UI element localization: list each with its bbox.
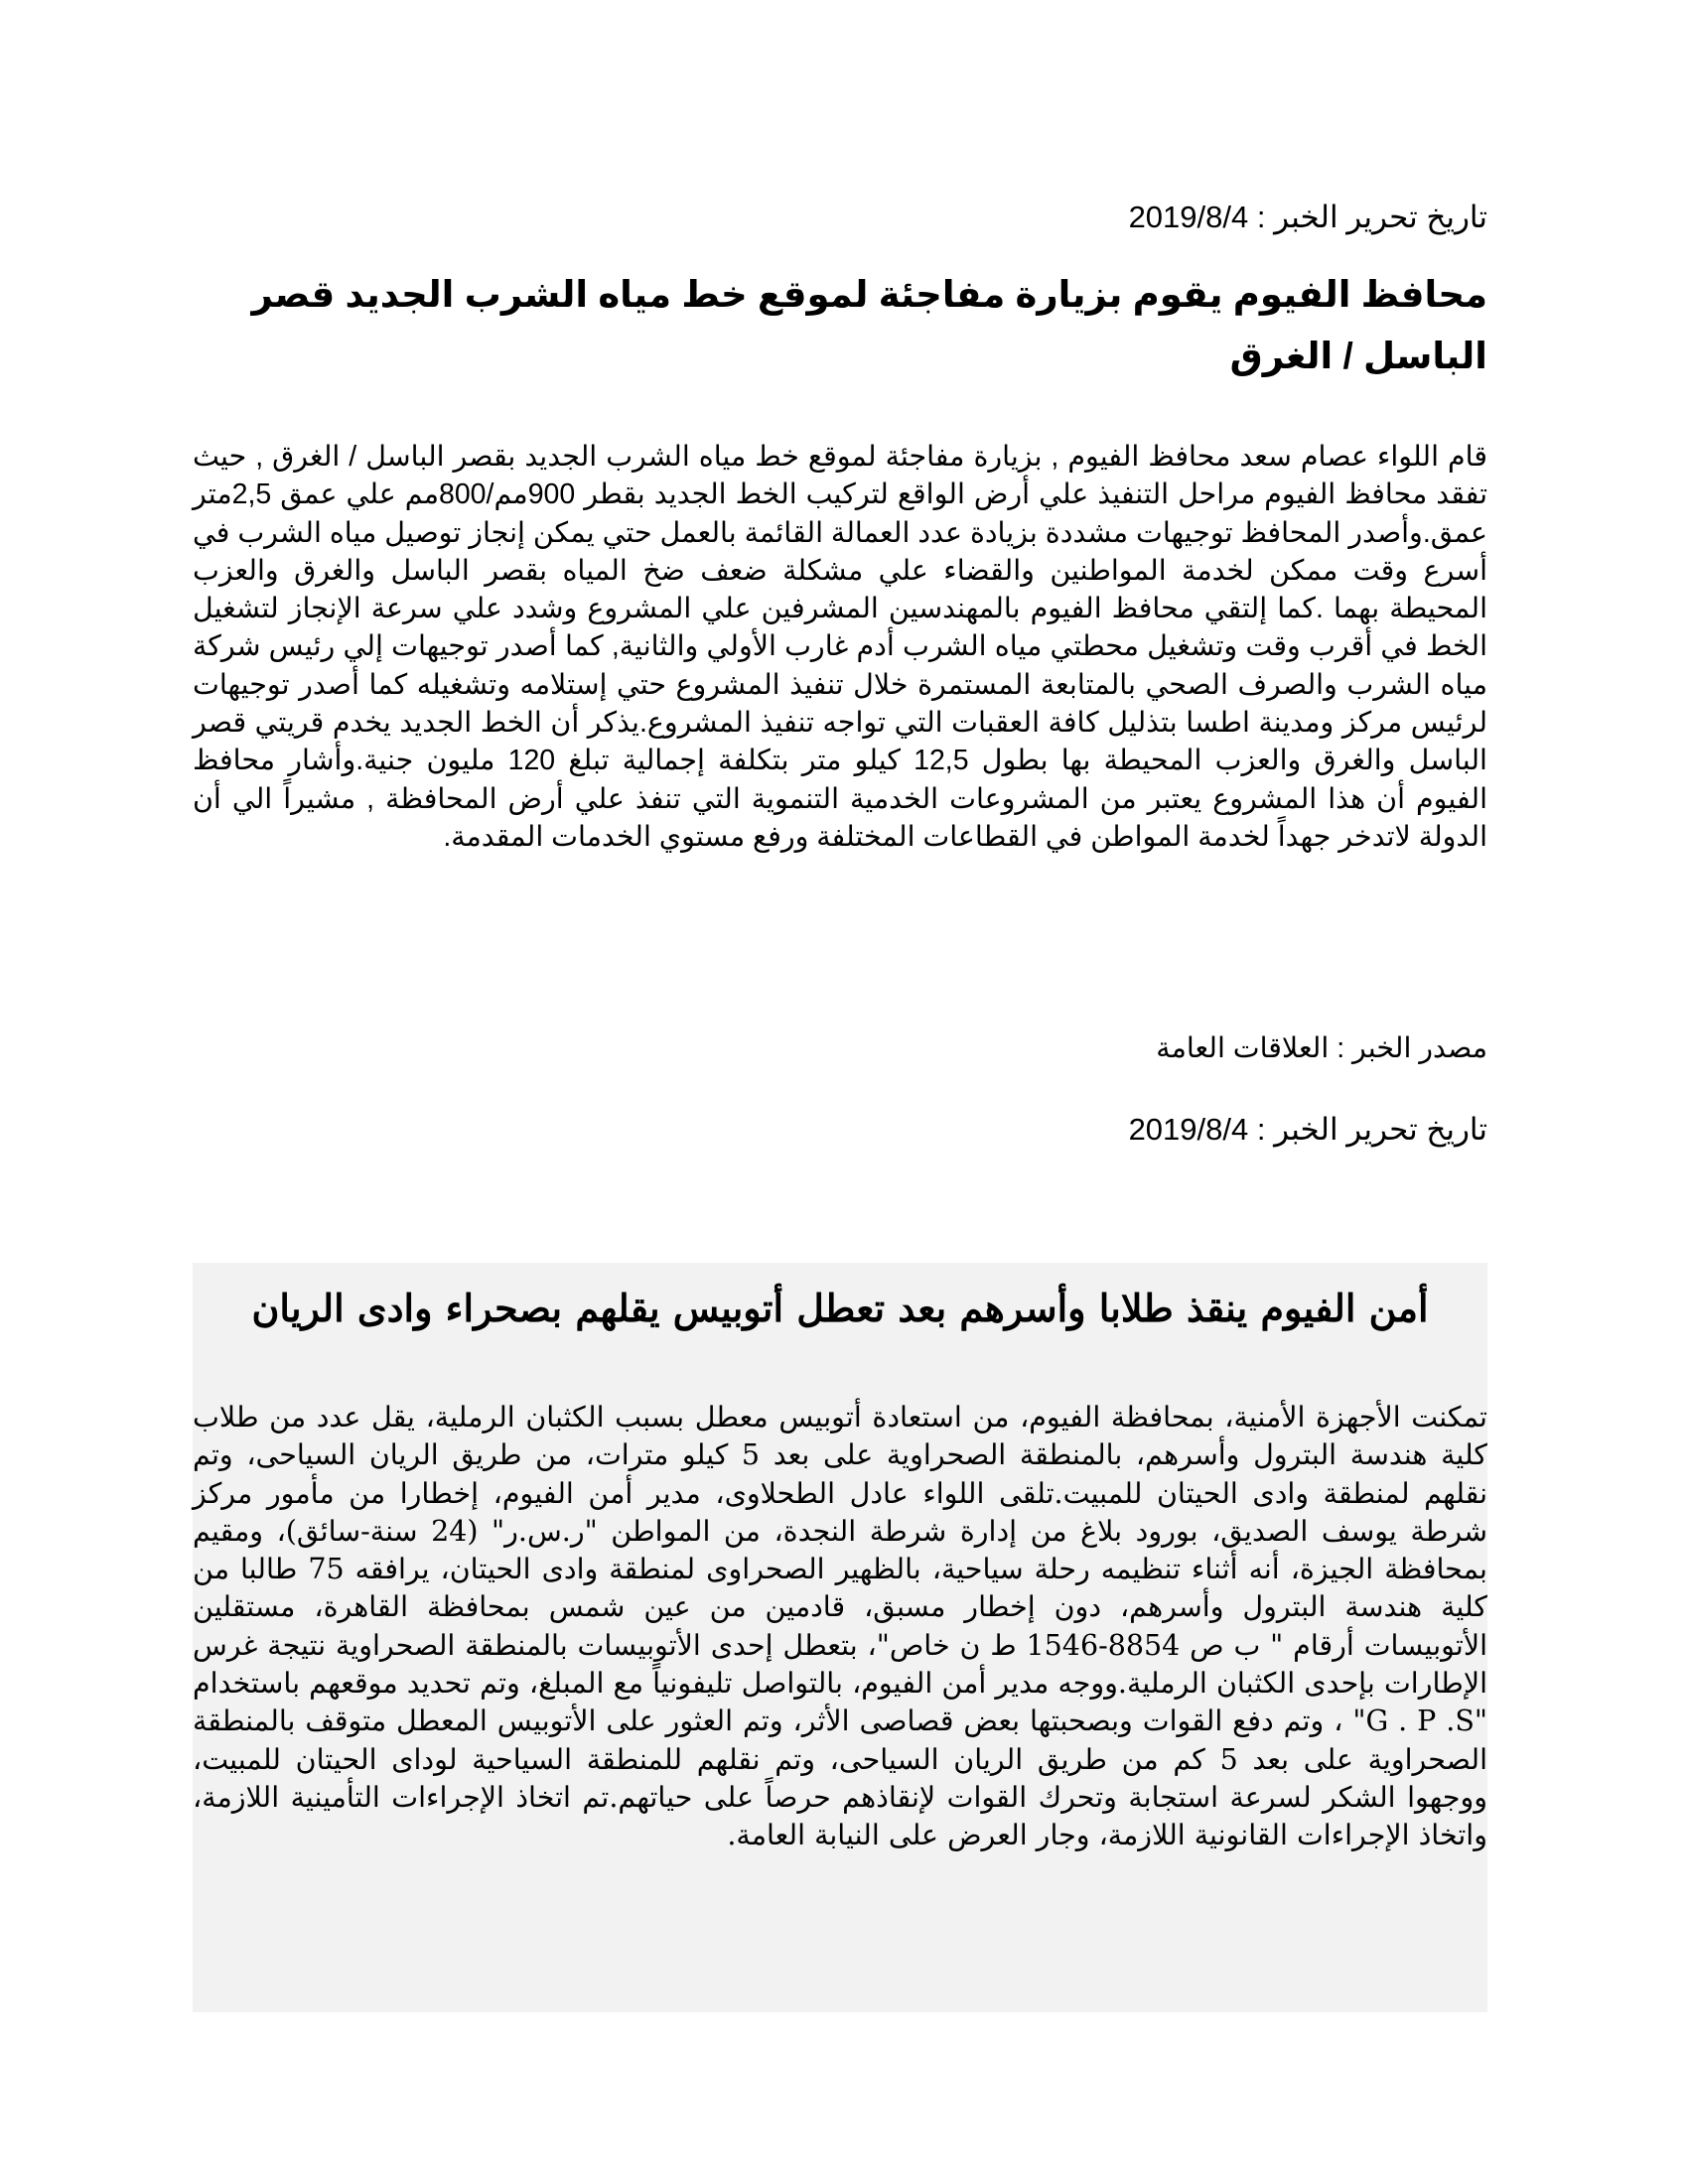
second-article-headline: أمن الفيوم ينقذ طلابا وأسرهم بعد تعطل أتوبيس يقلهم بصحراء وادى الريان xyxy=(251,1286,1429,1330)
date-value: 2019/8/4 xyxy=(1128,200,1249,234)
document-page xyxy=(193,0,1487,2184)
date-label: تاريخ تحرير الخبر : xyxy=(1256,1112,1487,1147)
second-article-body: تمكنت الأجهزة الأمنية، بمحافظة الفيوم، من استعادة أتوبيس معطل بسبب الكثبان الرملية، يقل عدد من طلاب كلية هندسة البترول وأسرهم، بالمنطقة الصحراوية على بعد 5 كيلو مترات، من طريق الريان السياحى، وتم نقلهم لمنطقة وادى الحيتان للمبيت.تلقى اللواء عادل الطحلاوى، مدير أمن الفيوم، إخطارا من مأمور مركز شرطة يوسف الصديق، بورود بلاغ من إدارة شرطة النجدة، من المواطن "ر.س.ر" (24 سنة-سائق)، ومقيم بمحافظة الجيزة، أنه أثناء تنظيمه رحلة سياحية، بالظهير الصحراوى لمنطقة وادى الحيتان، يرافقه 75 طالبا من كلية هندسة البترول وأسرهم، دون إخطار مسبق، قادمين من عين شمس بمحافظة القاهرة، مستقلين الأتوبيسات أرقام " ب ص 8854-1546 ط ن خاص"، بتعطل إحدى الأتوبيسات بالمنطقة الصحراوية نتيجة غرس الإطارات بإحدى الكثبان الرملية.ووجه مدير أمن الفيوم، بالتواصل تليفونياً مع المبلغ، وتم تحديد موقعهم باستخدام "G . P .S" ، وتم دفع القوات وبصحبتها بعض قصاصى الأثر، وتم العثور على الأتوبيس المعطل متوقف بالمنطقة الصحراوية على بعد 5 كم من طريق الريان السياحى، وتم نقلهم للمنطقة السياحية لوداى الحيتان للمبيت، ووجهوا الشكر لسرعة استجابة وتحرك القوات لإنقاذهم حرصاً على حياتهم.تم اتخاذ الإجراءات التأمينية اللازمة، واتخاذ الإجراءات القانونية اللازمة، وجار العرض على النيابة العامة. xyxy=(193,1401,1488,1852)
article-headline: محافظ الفيوم يقوم بزيارة مفاجئة لموقع خط مياه الشرب الجديد قصر الباسل / الغرق xyxy=(251,274,1487,376)
article-body: قام اللواء عصام سعد محافظ الفيوم , بزيارة مفاجئة لموقع خط مياه الشرب الجديد بقصر الباسل / الغرق , حيث تفقد محافظ الفيوم مراحل التنفيذ علي أرض الواقع لتركيب الخط الجديد بقطر 900مم/800مم علي عمق 2,5متر عمق.وأصدر المحافظ توجيهات مشددة بزيادة عدد العمالة القائمة بالعمل حتي يمكن إنجاز توصيل مياه الشرب في أسرع وقت ممكن لخدمة المواطنين والقضاء علي مشكلة ضعف ضخ المياه بقصر الباسل والغرق والعزب المحيطة بهما .كما إلتقي محافظ الفيوم بالمهندسين المشرفين علي المشروع وشدد علي سرعة الإنجاز لتشغيل الخط في أقرب وقت وتشغيل محطتي مياه الشرب أدم غارب الأولي والثانية, كما أصدر توجيهات إلي رئيس شركة مياه الشرب والصرف الصحي بالمتابعة المستمرة خلال تنفيذ المشروع حتي إستلامه وتشغيله كما أصدر توجيهات لرئيس مركز ومدينة اطسا بتذليل كافة العقبات التي تواجه تنفيذ المشروع.يذكر أن الخط الجديد يخدم قريتي قصر الباسل والغرق والعزب المحيطة بها بطول 12,5 كيلو متر بتكلفة إجمالية تبلغ 120 مليون جنية.وأشار محافظ الفيوم أن هذا المشروع يعتبر من المشروعات الخدمية التنموية التي تنفذ علي أرض المحافظة , مشيراً الي أن الدولة لاتدخر جهداً لخدمة المواطن في القطاعات المختلفة ورفع مستوي الخدمات المقدمة. xyxy=(193,441,1488,853)
date-label: تاريخ تحرير الخبر : xyxy=(1256,200,1487,234)
article-date-line xyxy=(193,198,1487,237)
news-source-line: مصدر الخبر : العلاقات العامة xyxy=(1156,1032,1487,1064)
second-article-block xyxy=(193,1263,1487,2012)
date-value: 2019/8/4 xyxy=(1128,1112,1249,1147)
article-date-line-bottom xyxy=(193,1110,1487,1150)
